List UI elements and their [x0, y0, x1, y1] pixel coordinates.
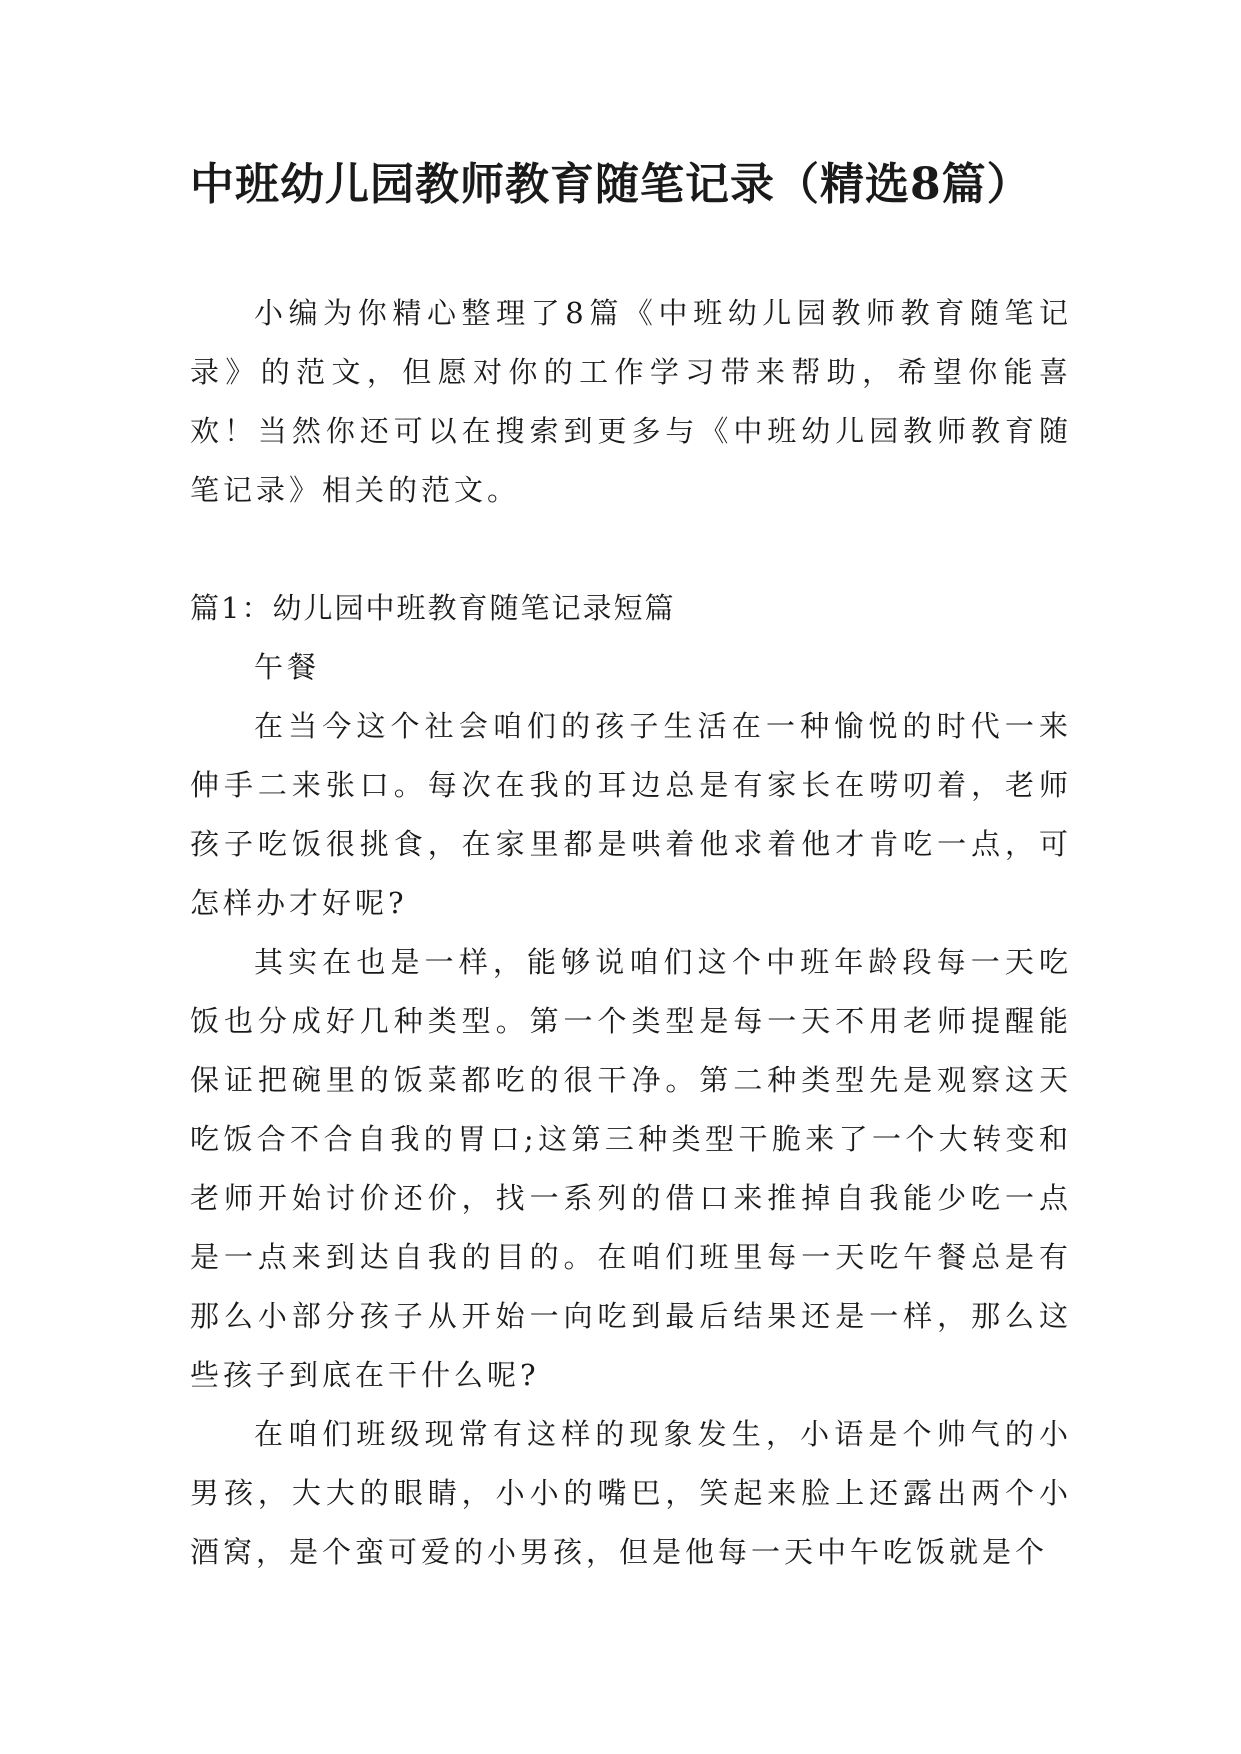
body-paragraph: 其实在也是一样，能够说咱们这个中班年龄段每一天吃饭也分成好几种类型。第一个类型是每一天不用老师提醒能保证把碗里的饭菜都吃的很干净。第二种类型先是观察这天吃饭合不合自我的胃口;这第三种类型干脆来了一个大转变和老师开始讨价还价，找一系列的借口来推掉自我能少吃一点是一点来到达自我的目的。在咱们班里每一天吃午餐总是有那么小部分孩子从开始一向吃到最后结果还是一样，那么这些孩子到底在干什么呢?: [190, 945, 1072, 1392]
intro-paragraph: 小编为你精心整理了8篇《中班幼儿园教师教育随笔记录》的范文，但愿对你的工作学习带来帮助，希望你能喜欢！当然你还可以在搜索到更多与《中班幼儿园教师教育随笔记录》相关的范文。: [190, 296, 1072, 507]
section-subtitle: 午餐: [254, 650, 321, 684]
document-body: [190, 284, 1072, 1582]
body-paragraph: 在咱们班级现常有这样的现象发生，小语是个帅气的小男孩，大大的眼睛，小小的嘴巴，笑起来脸上还露出两个小酒窝，是个蛮可爱的小男孩，但是他每一天中午吃饭就是个: [190, 1417, 1072, 1569]
document-title: 中班幼儿园教师教育随笔记录（精选8篇）: [190, 159, 1032, 210]
section-heading: 篇1：幼儿园中班教育随笔记录短篇: [190, 591, 676, 625]
body-paragraph: 在当今这个社会咱们的孩子生活在一种愉悦的时代一来伸手二来张口。每次在我的耳边总是有家长在唠叨着，老师孩子吃饭很挑食，在家里都是哄着他求着他才肯吃一点，可怎样办才好呢?: [190, 709, 1072, 920]
